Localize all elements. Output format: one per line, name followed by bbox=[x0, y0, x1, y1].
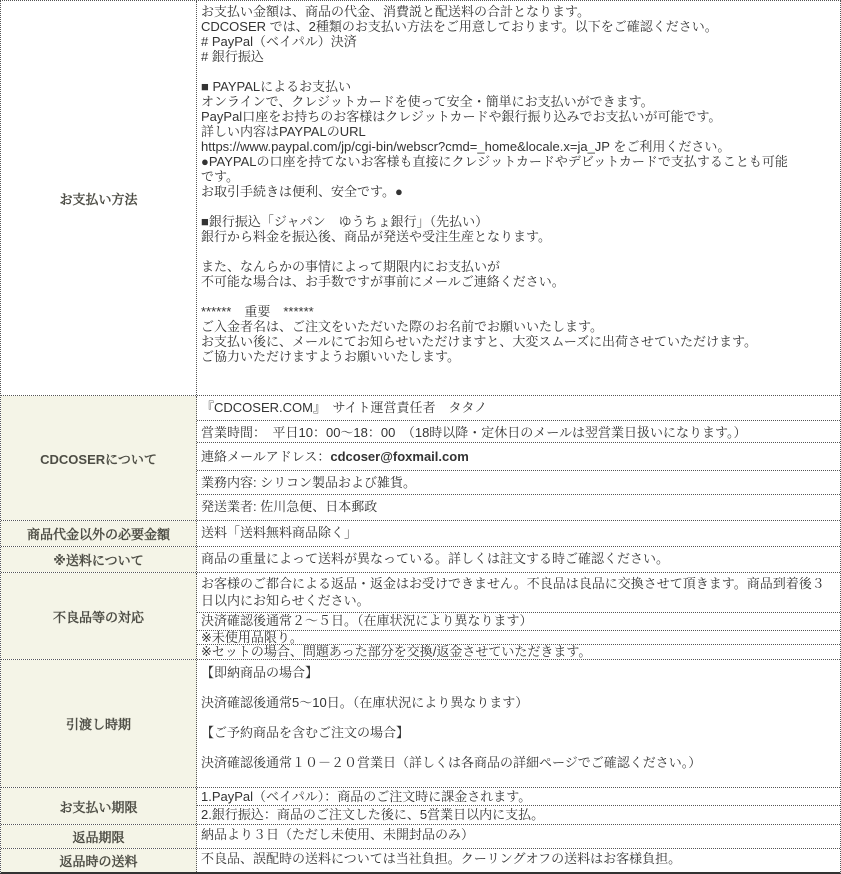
processing-time-line: 決済確認後通常２～５日。（在庫状況により異なります） bbox=[197, 613, 840, 631]
set-exchange-line: ※セットの場合、問題あった部分を交換/返金させていただきます。 bbox=[201, 644, 592, 659]
payment-deadline-content bbox=[197, 788, 840, 824]
business-description-line: 業務内容: シリコン製品および雑貨。 bbox=[197, 471, 840, 495]
bank-deadline-line: 2.銀行振込：商品のご注文した後に、5営業日以内に支払。 bbox=[201, 807, 545, 822]
blank-line bbox=[201, 289, 837, 304]
paypal-section-heading: ■ PAYPALによるお支払い bbox=[201, 79, 352, 94]
defective-handling-content bbox=[197, 573, 840, 659]
text-line: ご入金者名は、ご注文をいただいた際のお名前でお願いいたします。 bbox=[201, 319, 603, 334]
row-header-return-deadline: 返品期限 bbox=[1, 825, 197, 848]
payment-methods-intro-line: CDCOSER では、2種類のお支払い方法をご用意しております。以下をご確認ください。 bbox=[201, 19, 718, 34]
row-header-defective-handling: 不良品等の対応 bbox=[1, 573, 197, 659]
row-delivery-time bbox=[1, 659, 840, 787]
return-deadline-content: 納品より３日（ただし未使用、未開封品のみ） bbox=[201, 827, 475, 842]
row-payment-method bbox=[1, 1, 840, 395]
text-line: ●PAYPALの口座を持てないお客様も直接にクレジットカードやデビットカードで支払することも可能 bbox=[201, 154, 788, 169]
row-return-shipping bbox=[1, 848, 840, 872]
paypal-url-line: https://www.paypal.com/jp/cgi-bin/webscr?cmd=_home&locale.x=ja_JP をご利用ください。 bbox=[201, 139, 731, 154]
blank-line bbox=[201, 244, 837, 259]
blank-line bbox=[201, 710, 836, 725]
row-return-deadline bbox=[1, 824, 840, 848]
text-line: 銀行から料金を振込後、商品が発送や受注生産となります。 bbox=[201, 229, 551, 244]
row-defective-handling bbox=[1, 572, 840, 659]
row-about-shop bbox=[1, 395, 840, 520]
blank-line bbox=[201, 740, 836, 755]
text-line: ご協力いただけますようお願いいたします。 bbox=[201, 349, 460, 364]
contact-email-line bbox=[197, 443, 840, 471]
paypal-deadline-line: 1.PayPal（ベイパル）：商品のご注文時に課金されます。 bbox=[197, 788, 840, 806]
row-shipping-note bbox=[1, 546, 840, 572]
text-line: 不可能な場合は、お手数ですが事前にメールご連絡ください。 bbox=[201, 274, 565, 289]
row-header-payment-method: お支払い方法 bbox=[1, 1, 197, 395]
row-payment-deadline bbox=[1, 787, 840, 824]
important-note-heading: ****** 重要 ****** bbox=[201, 304, 314, 319]
bank-section-heading: ■銀行振込「ジャパン ゆうちょ銀行」（先払い） bbox=[201, 214, 489, 229]
blank-line bbox=[201, 199, 837, 214]
text-line: 詳しい内容はPAYPALのURL bbox=[201, 124, 366, 139]
about-shop-content bbox=[197, 396, 840, 520]
site-operator-line: 『CDCOSER.COM』 サイト運営責任者 タタノ bbox=[197, 396, 840, 421]
shipping-note-content: 商品の重量によって送料が異なっている。詳しくは註文する時ご確認ください。 bbox=[201, 551, 670, 566]
text-line: です。 bbox=[201, 169, 239, 184]
text-line: お取引手続きは便利、安全です。● bbox=[201, 184, 403, 199]
business-hours-line: 営業時間： 平日10：00～18：00 （18時以降・定休日のメールは翌営業日扱いになります。） bbox=[197, 421, 840, 443]
text-line: PayPal口座をお持ちのお客様はクレジットカードや銀行振り込みでお支払いが可能です。 bbox=[201, 109, 722, 124]
payment-method-content bbox=[197, 1, 840, 395]
blank-line bbox=[201, 680, 836, 695]
preorder-heading: 【ご予約商品を含むご注文の場合】 bbox=[201, 725, 410, 740]
row-header-payment-deadline: お支払い期限 bbox=[1, 788, 197, 824]
row-header-about-shop: CDCOSERについて bbox=[1, 396, 197, 520]
return-shipping-content: 不良品、誤配時の送料については当社負担。クーリングオフの送料はお客様負担。 bbox=[201, 851, 682, 866]
payment-option-paypal: # PayPal（ベイパル）決済 bbox=[201, 34, 357, 49]
text-line: オンラインで、クレジットカードを使って安全・簡単にお支払いができます。 bbox=[201, 94, 654, 109]
contact-email-label: 連絡メールアドレス： bbox=[201, 449, 331, 464]
row-header-extra-fees: 商品代金以外の必要金額 bbox=[1, 521, 197, 546]
payment-total-line: お支払い金額は、商品の代金、消費説と配送料の合計となります。 bbox=[201, 4, 590, 19]
preorder-time-line: 決済確認後通常１０－２０営業日（詳しくは各商品の詳細ページでご確認ください。） bbox=[201, 755, 702, 770]
row-header-shipping-note: ※送料について bbox=[1, 547, 197, 572]
in-stock-heading: 【即納商品の場合】 bbox=[201, 665, 319, 680]
shipping-carriers-line: 発送業者: 佐川急便、日本郵政 bbox=[201, 499, 378, 514]
extra-fees-content: 送料「送料無料商品除く」 bbox=[201, 525, 358, 540]
row-header-return-shipping: 返品時の送料 bbox=[1, 849, 197, 872]
row-header-delivery-time: 引渡し時期 bbox=[1, 660, 197, 787]
payment-option-bank: # 銀行振込 bbox=[201, 49, 264, 64]
row-extra-fees bbox=[1, 520, 840, 546]
blank-line bbox=[201, 64, 837, 79]
in-stock-time-line: 決済確認後通常5～10日。（在庫状況により異なります） bbox=[201, 695, 529, 710]
return-policy-line: お客様のご都合による返品・返金はお受けできません。不良品は良品に交換させて頂きます。商品到着後３日以内にお知らせください。 bbox=[197, 573, 840, 613]
delivery-time-content bbox=[197, 660, 840, 787]
text-line: また、なんらかの事情によって期限内にお支払いが bbox=[201, 259, 501, 274]
contact-email: cdcoser@foxmail.com bbox=[330, 449, 469, 464]
unused-only-line: ※未使用品限り。 bbox=[197, 631, 840, 645]
text-line: お支払い後に、メールにてお知らせいただけますと、大変スムーズに出荷させていただけます。 bbox=[201, 334, 758, 349]
